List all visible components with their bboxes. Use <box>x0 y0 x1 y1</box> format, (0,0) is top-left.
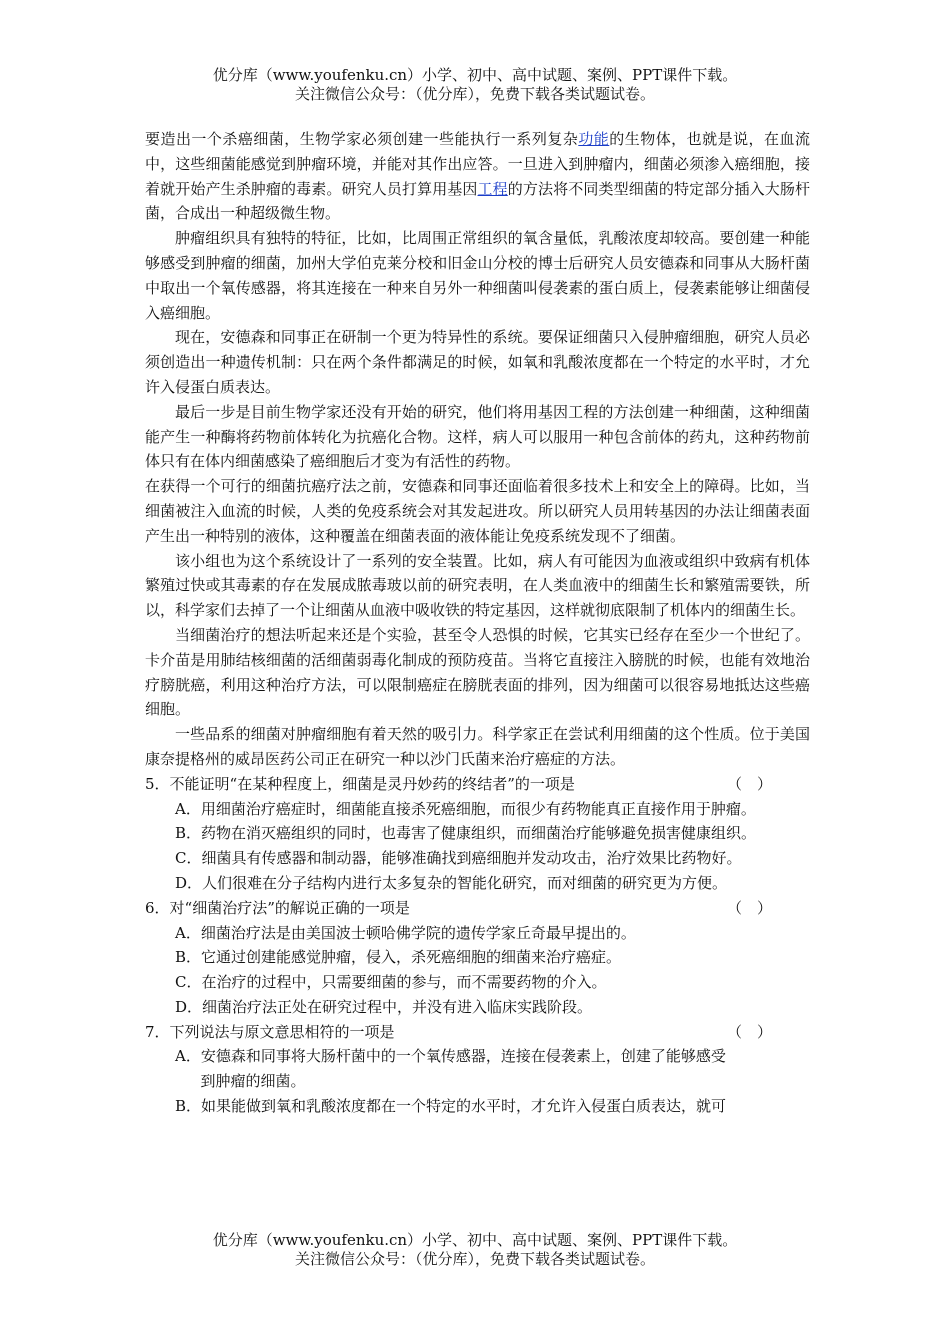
passage-paragraph-5: 在获得一个可行的细菌抗癌疗法之前，安德森和同事还面临着很多技术上和安全上的障碍。比如，当细菌被注入血流的时候，人类的免疫系统会对其发起进攻。所以研究人员用转基因的办法让细菌表面产生出一种特别的液体，这种覆盖在细菌表面的液体能让免疫系统发现不了细菌。 <box>145 477 810 545</box>
option-b: B．它通过创建能感觉肿瘤，侵入，杀死癌细胞的细菌来治疗癌症。 <box>175 948 622 967</box>
answer-bracket: （ ） <box>726 774 772 793</box>
passage-paragraph-1: 要造出一个杀癌细菌，生物学家必须创建一些能执行一系列复杂功能的生物体，也就是说，在血流中，这些细菌能感觉到肿瘤环境，并能对其作出应答。一旦进入到肿瘤内，细菌必须渗入癌细胞，接着就开始产生杀肿瘤的毒素。研究人员打算用基因工程的方法将不同类型细菌的特定部分插入大肠杆菌，合成出一种超级微生物。 <box>145 130 810 223</box>
footer-line-1: 优分库（www.youfenku.cn）小学、初中、高中试题、案例、PPT课件下载。 <box>212 1231 738 1249</box>
document-body <box>145 127 810 1119</box>
question-stem: 5．不能证明“在某种程度上，细菌是灵丹妙药的终结者”的一项是 （ ） <box>145 772 810 797</box>
question-5 <box>145 772 810 896</box>
passage-paragraph-2: 肿瘤组织具有独特的特征，比如，比周围正常组织的氧含量低，乳酸浓度却较高。要创建一种能够感受到肿瘤的细菌，加州大学伯克莱分校和旧金山分校的博士后研究人员安德森和同事从大肠杆菌中取出一个氧传感器，将其连接在一种来自另外一种细菌叫侵袭素的蛋白质上，侵袭素能够让细菌侵入癌细胞。 <box>145 229 810 322</box>
option-b: B．如果能做到氧和乳酸浓度都在一个特定的水平时，才允许入侵蛋白质表达，就可 <box>175 1097 727 1116</box>
option-d: D．人们很难在分子结构内进行太多复杂的智能化研究，而对细菌的研究更为方便。 <box>175 873 728 892</box>
option-d: D．细菌治疗法正处在研究过程中，并没有进入临床实践阶段。 <box>175 997 593 1016</box>
passage-paragraph-3: 现在，安德森和同事正在研制一个更为特异性的系统。要保证细菌只入侵肿瘤细胞，研究人员必须创造出一种遗传机制：只在两个条件都满足的时候，如氧和乳酸浓度都在一个特定的水平时，才允许入侵蛋白质表达。 <box>145 328 810 396</box>
header-line-1: 优分库（www.youfenku.cn）小学、初中、高中试题、案例、PPT课件下载。 <box>212 66 738 84</box>
option-a: A．细菌治疗法是由美国波士顿哈佛学院的遗传学家丘奇最早提出的。 <box>175 923 636 942</box>
question-7 <box>145 1020 810 1119</box>
question-6 <box>145 896 810 1020</box>
link-function[interactable]: 功能 <box>578 130 610 148</box>
footer-line-2: 关注微信公众号：（优分库），免费下载各类试题试卷。 <box>294 1250 655 1268</box>
answer-bracket: （ ） <box>726 1022 772 1041</box>
option-b: B．药物在消灭癌组织的同时，也毒害了健康组织，而细菌治疗能够避免损害健康组织。 <box>175 824 757 843</box>
question-stem: 6．对“细菌治疗法”的解说正确的一项是 （ ） <box>145 896 810 921</box>
option-a: A．用细菌治疗癌症时，细菌能直接杀死癌细胞，而很少有药物能真正直接作用于肿瘤。 <box>175 799 756 818</box>
passage-paragraph-7: 当细菌治疗的想法听起来还是个实验，甚至令人恐惧的时候，它其实已经存在至少一个世纪了。卡介苗是用肺结核细菌的活细菌弱毒化制成的预防疫苗。当将它直接注入膀胱的时候，也能有效地治疗膀胱癌，利用这种治疗方法，可以限制癌症在膀胱表面的排列，因为细菌可以很容易地抵达这些癌细胞。 <box>145 625 810 719</box>
link-engineering[interactable]: 工程 <box>477 179 508 198</box>
page-footer <box>0 1231 950 1269</box>
passage-paragraph-4: 最后一步是目前生物学家还没有开始的研究，他们将用基因工程的方法创建一种细菌，这种细菌能产生一种酶将药物前体转化为抗癌化合物。这样，病人可以服用一种包含前体的药丸，这种药物前体只有在体内细菌感染了癌细胞后才变为有活性的药物。 <box>145 402 810 471</box>
option-c: C．细菌具有传感器和制动器，能够准确找到癌细胞并发动攻击，治疗效果比药物好。 <box>175 849 742 868</box>
passage-paragraph-8: 一些品系的细菌对肿瘤细胞有着天然的吸引力。科学家正在尝试利用细菌的这个性质。位于美国康奈提格州的威昂医药公司正在研究一种以沙门氏菌来治疗癌症的方法。 <box>145 725 810 768</box>
option-a: A．安德森和同事将大肠杆菌中的一个氧传感器，连接在侵袭素上，创建了能够感受 到肿瘤的细菌。 <box>175 1047 726 1091</box>
question-stem: 7．下列说法与原文意思相符的一项是 （ ） <box>145 1020 810 1045</box>
page-header <box>0 66 950 104</box>
answer-bracket: （ ） <box>726 898 772 917</box>
option-c: C．在治疗的过程中，只需要细菌的参与，而不需要药物的介入。 <box>175 973 607 992</box>
header-line-2: 关注微信公众号：（优分库），免费下载各类试题试卷。 <box>294 85 655 103</box>
passage-paragraph-6: 该小组也为这个系统设计了一系列的安全装置。比如，病人有可能因为血液或组织中致病有机体繁殖过快或其毒素的存在发展成脓毒玻以前的研究表明，在人类血液中的细菌生长和繁殖需要铁，所以，科学家们去掉了一个让细菌从血液中吸收铁的特定基因，这样就彻底限制了机体内的细菌生长。 <box>145 551 810 620</box>
